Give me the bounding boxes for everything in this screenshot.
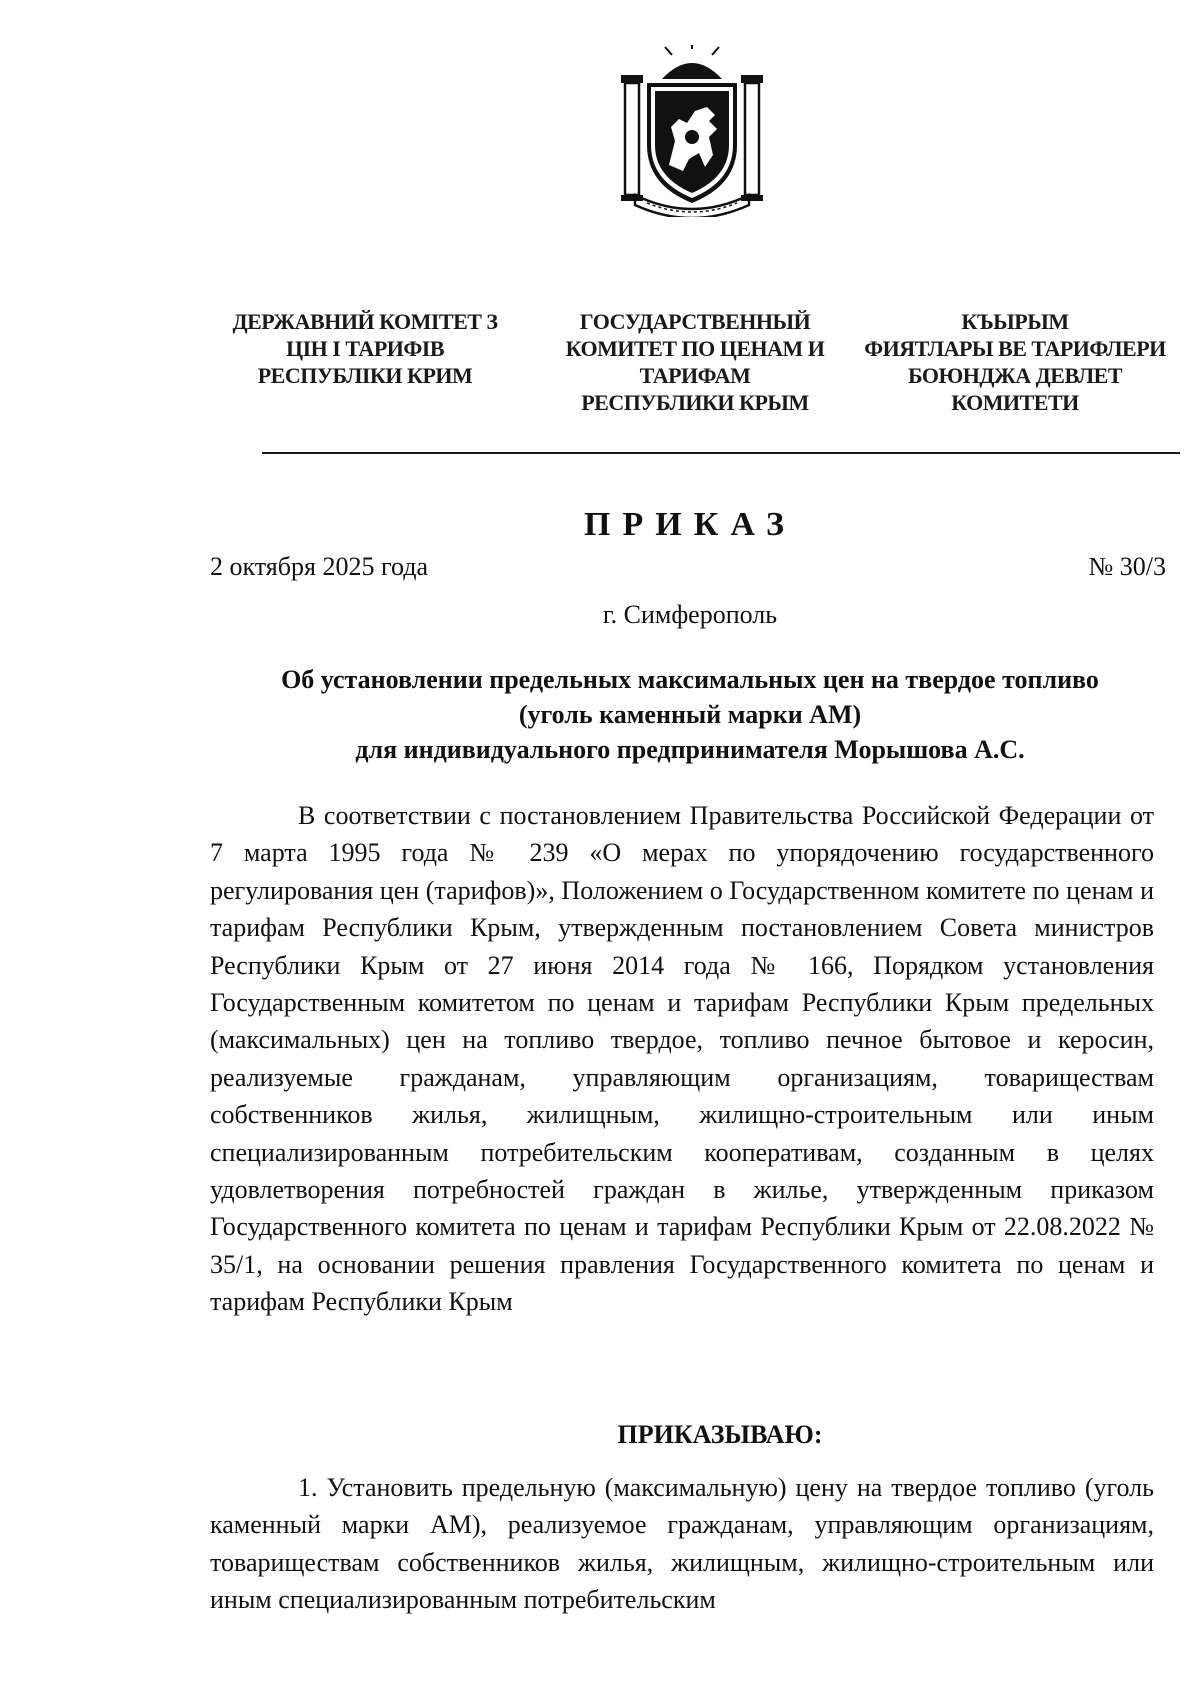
document-title: ПРИКАЗ (584, 506, 796, 543)
document-city: г. Симферополь (602, 600, 778, 629)
agency-name-crh-line: КОМИТЕТИ (951, 390, 1079, 415)
agency-name-ru-line: РЕСПУБЛИКИ КРЫМ (581, 390, 809, 415)
subject-line: для индивидуального предпринимателя Морышова А.С. (355, 735, 1025, 764)
crimea-coat-of-arms-icon (617, 45, 767, 217)
agency-name-ua-line: РЕСПУБЛІКИ КРИМ (257, 363, 473, 388)
subject-line: Об установлении предельных максимальных цен на твердое топливо (281, 665, 1099, 694)
document-date: 2 октября 2025 года (210, 552, 428, 581)
preamble-paragraph: В соответствии с постановлением Правительства Российской Федерации от 7 марта 1995 года № 239 «О мерах по упорядочению государственного регулирования цен (тарифов)», Положением о Государственном комитете по ценам и тарифам Республики Крым, утвержденным постановлением Совета министров Республики Крым от 27 июня 2014 года № 166, Порядком установления Государственным комитетом по ценам и тарифам Республики Крым предельных (максимальных) цен на топливо твердое, топливо печное бытовое и керосин, реализуемые гражданам, управляющим организациям, товариществам собственников жилья, жилищным, жилищно-строительным или иным специализированным потребительским кооперативам, созданным в целях удовлетворения потребностей граждан в жилье, утвержденным приказом Государственного комитета по ценам и тарифам Республики Крым от 22.08.2022 № 35/1, на основании решения правления Государственного комитета по ценам и тарифам Республики Крым (210, 801, 1154, 1317)
agency-name-ru-line: КОМИТЕТ ПО ЦЕНАМ И (565, 336, 825, 361)
header-divider (262, 452, 1180, 454)
subject-line: (уголь каменный марки АМ) (518, 700, 862, 729)
agency-name-crh-line: КЪЫРЫМ (961, 309, 1069, 334)
agency-name-crh-line: БОЮНДЖА ДЕВЛЕТ (907, 363, 1123, 388)
agency-name-ua-line: ЦІН І ТАРИФІВ (286, 336, 444, 361)
order-item-1: 1. Установить предельную (максимальную) цену на твердое топливо (уголь каменный марки АМ), реализуемое гражданам, управляющим организациям, товариществам собственников жилья, жилищным, жилищно-строительным или иным специализированным потребительским (210, 1473, 1154, 1615)
document-number: № 30/3 (1088, 552, 1166, 581)
agency-name-ru-line: ТАРИФАМ (639, 363, 751, 388)
agency-name-russian (540, 308, 850, 416)
agency-name-crh-line: ФИЯТЛАРЫ ВЕ ТАРИФЛЕРИ (864, 336, 1166, 361)
agency-name-ukrainian (215, 308, 515, 389)
order-directive: ПРИКАЗЫВАЮ: (617, 1420, 823, 1449)
agency-name-crimean-tatar (850, 308, 1180, 416)
document-subject (200, 662, 1180, 767)
agency-name-ua-line: ДЕРЖАВНИЙ КОМІТЕТ З (232, 309, 498, 334)
agency-name-ru-line: ГОСУДАРСТВЕННЫЙ (579, 309, 811, 334)
